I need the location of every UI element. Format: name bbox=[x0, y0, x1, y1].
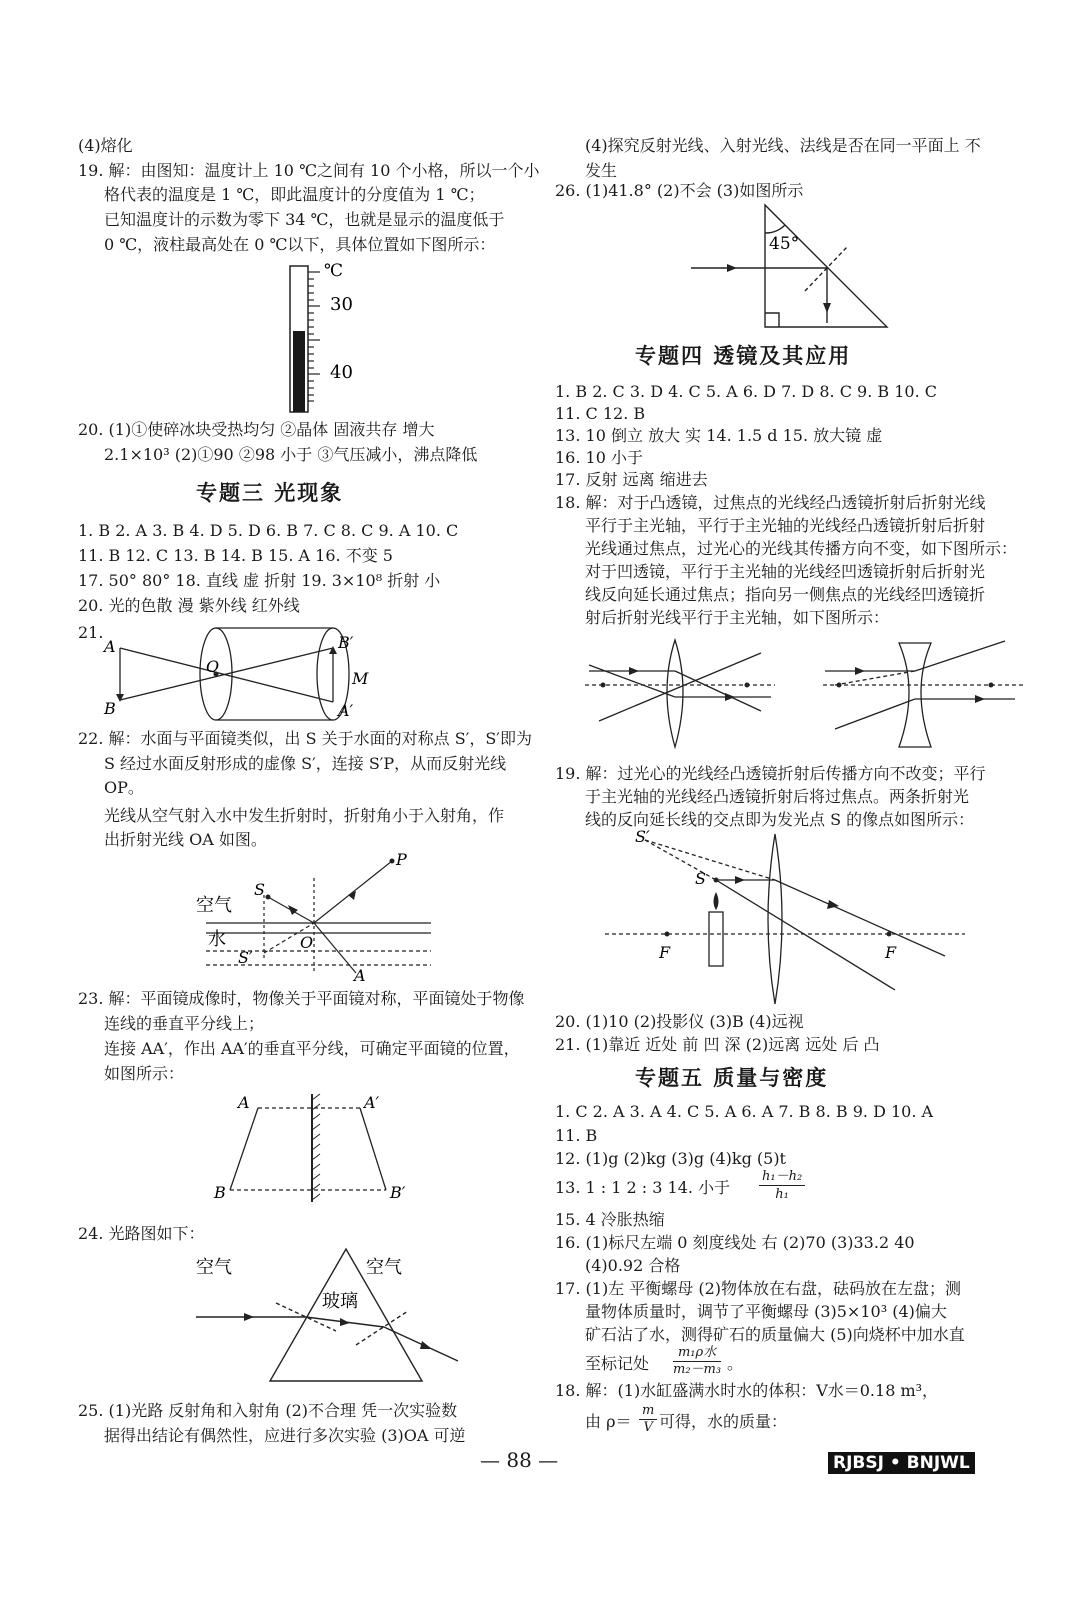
candle-lens-figure bbox=[605, 830, 975, 1010]
label-S: S bbox=[695, 869, 706, 888]
answer-line: 13. 1 : 1 2 : 3 14. 小于 bbox=[555, 1178, 731, 1197]
fraction-denominator: V bbox=[643, 1420, 653, 1435]
text-line: 线的反向延长线的交点即为发光点 S 的像点如图所示： bbox=[585, 810, 975, 829]
fraction bbox=[759, 1168, 805, 1203]
convex-lens bbox=[667, 640, 683, 747]
label-Ap: A′ bbox=[338, 701, 354, 720]
text-line: 16. (1)标尺左端 0 刻度线处 右 (2)70 (3)33.2 40 bbox=[555, 1233, 915, 1252]
answer-line: 11. B 12. C 13. B 14. B 15. A 16. 不变 5 bbox=[78, 546, 393, 565]
text-line: 22. 解：水面与平面镜类似，出 S 关于水面的对称点 S′，S′即为 bbox=[78, 729, 532, 748]
text-line: 出折射光线 OA 如图。 bbox=[104, 830, 267, 849]
text-line: 对于凹透镜，平行于主光轴的光线经凹透镜折射后折射光 bbox=[585, 562, 986, 581]
label-A: A bbox=[238, 1093, 250, 1112]
label-M: M bbox=[352, 669, 369, 688]
answer-line: 1. C 2. A 3. A 4. C 5. A 6. A 7. B 8. B 9. D 10. A bbox=[555, 1102, 934, 1121]
text-line: 矿石沾了水，测得矿石的质量偏大 (5)向烧杯中加水直 bbox=[585, 1325, 965, 1344]
text-line: 18. 解：对于凸透镜，过焦点的光线经凸透镜折射后折射光线 bbox=[555, 493, 986, 512]
text-line: 19. 解：由图知：温度计上 10 ℃之间有 10 个小格，所以一个小 bbox=[78, 161, 540, 180]
text-line: 平行于主光轴，平行于主光轴的光线经凸透镜折射后折射 bbox=[585, 516, 986, 535]
text-line: 光线通过焦点，过光心的光线其传播方向不变，如下图所示： bbox=[585, 539, 1018, 558]
emergent-ray bbox=[384, 1327, 458, 1361]
label-O: O bbox=[300, 933, 314, 952]
prism-figure bbox=[196, 1245, 476, 1390]
label-B: B bbox=[104, 699, 116, 718]
text-line: 量物体质量时，调节了平衡螺母 (3)5×10³ (4)偏大 bbox=[585, 1302, 947, 1321]
thermometer-label-30: 30 bbox=[330, 294, 353, 315]
answer-line: 11. C 12. B bbox=[555, 404, 646, 423]
text-line: 已知温度计的示数为零下 34 ℃，也就是显示的温度低于 bbox=[104, 210, 505, 229]
text-line: 光线从空气射入水中发生折射时，折射角小于入射角，作 bbox=[104, 806, 505, 825]
label-F-left: F bbox=[659, 943, 671, 962]
text-line: 据得出结论有偶然性，应进行多次实验 (3)OA 可逆 bbox=[104, 1426, 466, 1445]
convex-lens-diagram bbox=[585, 640, 775, 747]
text-line: 19. 解：过光心的光线经凸透镜折射后传播方向不改变；平行 bbox=[555, 764, 986, 783]
concave-lens bbox=[899, 643, 931, 747]
label-F-right: F bbox=[885, 943, 897, 962]
section-heading: 专题三 光现象 bbox=[196, 481, 344, 505]
angle-label: 45° bbox=[769, 234, 800, 254]
answer-line: 1. B 2. A 3. B 4. D 5. D 6. B 7. C 8. C 9. A 10. C bbox=[78, 521, 459, 540]
text-line: 可得，水的质量： bbox=[659, 1412, 788, 1431]
text-line: 18. 解：(1)水缸盛满水时水的体积：V水＝0.18 m³， bbox=[555, 1381, 939, 1400]
answer-line: 1. B 2. C 3. D 4. C 5. A 6. D 7. D 8. C 9. B 10. C bbox=[555, 382, 937, 401]
fraction-numerator: m bbox=[639, 1403, 657, 1420]
label-B: B bbox=[214, 1183, 226, 1202]
text-line: 24. 光路图如下： bbox=[78, 1224, 205, 1243]
answer-line: 12. (1)g (2)kg (3)g (4)kg (5)t bbox=[555, 1149, 786, 1168]
label-S: S bbox=[254, 880, 265, 899]
label-Sp: S′ bbox=[635, 830, 650, 846]
text-line: 格代表的温度是 1 ℃，即此温度计的分度值为 1 ℃； bbox=[104, 185, 485, 204]
answer-line: 11. B bbox=[555, 1126, 598, 1145]
text-line: 23. 解：平面镜成像时，物像关于平面镜对称，平面镜处于物像 bbox=[78, 989, 525, 1008]
label-air-right: 空气 bbox=[366, 1257, 402, 1278]
answer-line: 17. 50° 80° 18. 直线 虚 折射 19. 3×10⁸ 折射 小 bbox=[78, 571, 441, 590]
label-Ap: A′ bbox=[364, 1093, 380, 1112]
page-number: — 88 — bbox=[480, 1448, 559, 1472]
text-line: 17. (1)左 平衡螺母 (2)物体放在右盘，砝码放在左盘；测 bbox=[555, 1279, 962, 1298]
text-line: 由 ρ＝ bbox=[585, 1412, 632, 1431]
text-line: 射后折射光线平行于主光轴，如下图所示： bbox=[585, 608, 890, 627]
answer-line: 15. 4 冷胀热缩 bbox=[555, 1210, 665, 1229]
text-line: 发生 bbox=[585, 161, 618, 180]
text-line: 线反向延长通过焦点；指向另一侧焦点的光线经凹透镜折 bbox=[585, 585, 986, 604]
fraction-numerator: m₁ρ水 bbox=[673, 1345, 721, 1362]
thermometer-figure bbox=[258, 260, 378, 415]
label-Bp: B′ bbox=[390, 1183, 406, 1202]
label-O: O bbox=[206, 657, 220, 676]
fraction-numerator: h₁－h₂ bbox=[759, 1168, 805, 1186]
lens-figures bbox=[585, 635, 1025, 755]
plane-mirror-figure bbox=[208, 1090, 418, 1210]
text-line: 21. (1)靠近 近处 前 凹 深 (2)远离 远处 后 凸 bbox=[555, 1035, 880, 1054]
label-A: A bbox=[354, 966, 366, 983]
section-heading: 专题四 透镜及其应用 bbox=[635, 344, 852, 368]
text-line: OP。 bbox=[104, 778, 144, 797]
label-glass: 玻璃 bbox=[322, 1291, 358, 1312]
question-number: 21. bbox=[78, 623, 104, 642]
water-surface-figure bbox=[196, 853, 436, 983]
thermometer-label-40: 40 bbox=[330, 362, 353, 383]
text-line: 0 ℃，液柱最高处在 0 ℃以下，具体位置如下图所示： bbox=[104, 235, 496, 254]
text-line: 如图所示： bbox=[104, 1064, 185, 1083]
text-line: (4)探究反射光线、入射光线、法线是否在同一平面上 不 bbox=[585, 136, 981, 155]
text-line: 2.1×10³ (2)①90 ②98 小于 ③气压减小，沸点降低 bbox=[104, 445, 478, 464]
right-prism-figure bbox=[685, 203, 895, 333]
fraction-denominator: h₁ bbox=[775, 1187, 789, 1202]
text-line: 。 bbox=[727, 1354, 744, 1373]
thermometer-unit: ℃ bbox=[324, 261, 344, 281]
concave-lens-diagram bbox=[823, 641, 1023, 747]
reflected-ray bbox=[314, 861, 392, 923]
label-Bp: B′ bbox=[338, 633, 354, 652]
fraction bbox=[673, 1345, 721, 1378]
fraction bbox=[639, 1403, 657, 1436]
text-line: (4)熔化 bbox=[78, 136, 133, 155]
answer-line: 17. 反射 远离 缩进去 bbox=[555, 470, 708, 489]
fraction-denominator: m₂－m₃ bbox=[673, 1362, 722, 1377]
text-line: 于主光轴的光线经凸透镜折射后将过焦点。两条折射光 bbox=[585, 787, 970, 806]
section-heading: 专题五 质量与密度 bbox=[635, 1066, 829, 1090]
text-line: 25. (1)光路 反射角和入射角 (2)不合理 凭一次实验数 bbox=[78, 1401, 458, 1420]
label-air: 空气 bbox=[196, 895, 232, 916]
text-line: S 经过水面反射形成的虚像 S′，连接 S′P，从而反射光线 bbox=[104, 754, 507, 773]
label-Sp: S′ bbox=[238, 948, 253, 967]
candle bbox=[709, 912, 723, 966]
label-air-left: 空气 bbox=[196, 1257, 232, 1278]
label-P: P bbox=[396, 853, 407, 869]
label-water: 水 bbox=[208, 929, 226, 950]
thermometer-liquid bbox=[293, 331, 305, 412]
answer-line: 20. 光的色散 漫 紫外线 红外线 bbox=[78, 596, 300, 615]
label-A: A bbox=[104, 637, 116, 656]
text-line: 连接 AA′，作出 AA′的垂直平分线，可确定平面镜的位置， bbox=[104, 1039, 520, 1058]
candle-flame bbox=[714, 892, 719, 910]
answer-line: 13. 10 倒立 放大 实 14. 1.5 d 15. 放大镜 虚 bbox=[555, 426, 883, 445]
pinhole-figure bbox=[98, 622, 378, 722]
text-line: 20. (1)10 (2)投影仪 (3)B (4)远视 bbox=[555, 1012, 804, 1031]
text-line: 20. (1)①使碎冰块受热均匀 ②晶体 固液共存 增大 bbox=[78, 420, 435, 439]
thermometer-ticks bbox=[308, 272, 320, 401]
text-line: 连线的垂直平分线上； bbox=[104, 1014, 265, 1033]
series-tag: RJBSJ • BNJWL bbox=[828, 1452, 975, 1474]
text-line: (4)0.92 合格 bbox=[585, 1256, 681, 1275]
text-line: 至标记处 bbox=[585, 1354, 650, 1373]
answer-line: 16. 10 小于 bbox=[555, 448, 643, 467]
text-line: 26. (1)41.8° (2)不会 (3)如图所示 bbox=[555, 181, 804, 200]
